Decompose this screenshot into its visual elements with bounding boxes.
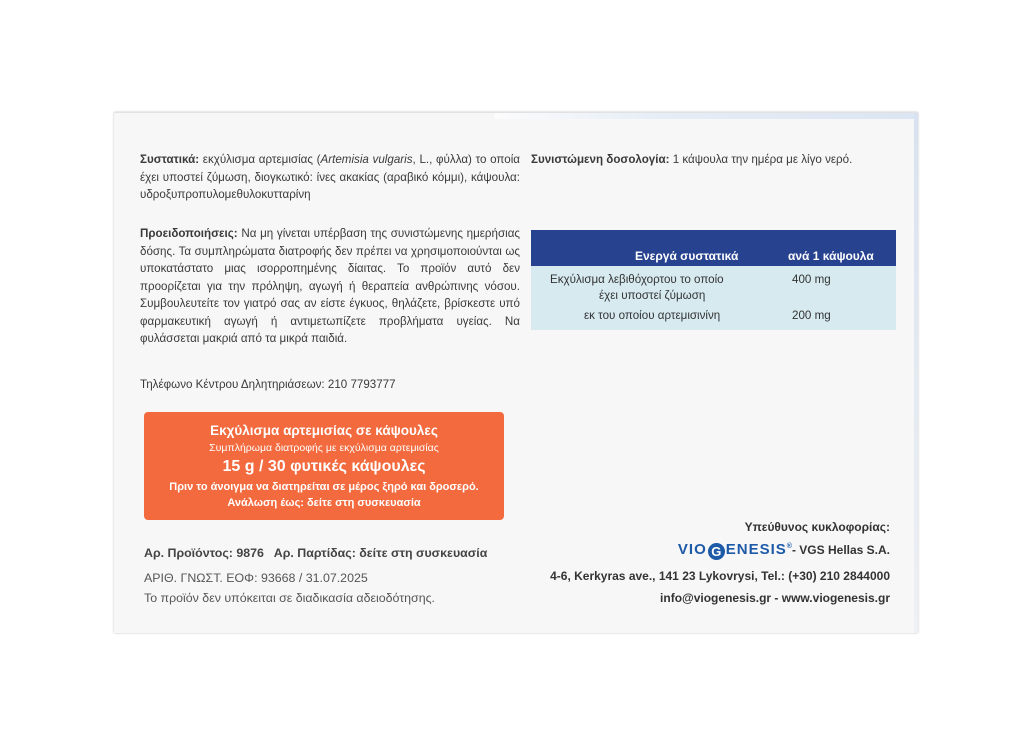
ingredients-text-post: , L., φύλλα) το οποία έχει υποστεί ζύμωση, διογκωτικό: ίνες ακακίας (αραβικό κόμμι), κάψουλα: υδροξυπροπυλομεθυλοκυτταρίνη: [140, 153, 520, 201]
poison-center-phone: Τηλέφωνο Κέντρου Δηλητηριάσεων: 210 7793777: [140, 378, 396, 391]
table-row-2-value: 200 mg: [792, 309, 831, 322]
logo-prefix: VIO: [677, 541, 707, 558]
company-name: VGS Hellas S.A.: [799, 543, 890, 557]
ingredients-label: Συστατικά:: [140, 153, 200, 166]
product-code: Αρ. Προϊόντος: 9876 Αρ. Παρτίδας: δείτε στη συσκευασία: [144, 546, 488, 560]
table-header: [531, 230, 896, 266]
ingredients-text-pre: εκχύλισμα αρτεμισίας (: [199, 153, 321, 166]
warnings-label: Προειδοποιήσεις:: [140, 227, 238, 240]
table-row-1-value: 400 mg: [792, 273, 831, 286]
product-quantity: 15 g / 30 φυτικές κάψουλες: [222, 458, 426, 475]
table-header-per-capsule: ανά 1 κάψουλα: [788, 249, 874, 263]
dosage-label: Συνιστώμενη δοσολογία:: [531, 153, 670, 166]
expiry-note: Ανάλωση έως: δείτε στη συσκευασία: [227, 497, 421, 509]
table-header-ingredient: Ενεργά συστατικά: [635, 249, 739, 263]
licence-note: Το προϊόν δεν υπόκειται σε διαδικασία αδειοδότησης.: [144, 591, 436, 605]
table-row-2-name: εκ του οποίου αρτεμισινίνη: [584, 309, 721, 322]
product-info-box: [144, 412, 504, 520]
table-row-1-name: Εκχύλισμα λεβιθόχορτου το οποίο: [550, 273, 724, 286]
table-body: [531, 266, 896, 330]
warnings-body: Να μη γίνεται υπέρβαση της συνιστώμενης ημερήσιας δόσης. Τα συμπληρώματα διατροφής δεν πρέπει να χρησιμοποιούνται ως υποκατάστατο μιας ισορροπημένης δίαιτας. Το προϊόν αυτό δεν προορίζεται για την πρόληψη, αγωγή ή θεραπεία ανθρώπινης νόσου. Συμβουλευτείτε τον γιατρό σας αν είστε έγκυος, θηλάζετε, βρίσκεστε υπό φαρμακευτική αγωγή ή αντιμετωπίζετε προβλήματα υγείας. Να φυλάσσεται μακριά από τα μικρά παιδιά.: [140, 227, 520, 345]
dosage-body: 1 κάψουλα την ημέρα με λίγο νερό.: [669, 153, 853, 166]
storage-instructions: Πριν το άνοιγμα να διατηρείται σε μέρος ξηρό και δροσερό.: [169, 481, 479, 493]
product-subtitle: Συμπλήρωμα διατροφής με εκχύλισμα αρτεμισίας: [209, 442, 439, 454]
active-ingredients-table: [531, 230, 896, 330]
product-title: Εκχύλισμα αρτεμισίας σε κάψουλες: [210, 423, 438, 438]
dosage-text: [531, 151, 901, 169]
logo-g-icon: G: [708, 543, 725, 560]
notification-number: ΑΡΙΘ. ΓΝΩΣΤ. ΕΟΦ: 93668 / 31.07.2025: [144, 571, 368, 585]
distributor-address: 4-6, Kerkyras ave., 141 23 Lykovrysi, Tel.: (+30) 210 2844000: [550, 569, 890, 583]
registered-mark: ®: [786, 543, 792, 550]
distributor-web: info@viogenesis.gr - www.viogenesis.gr: [660, 591, 890, 605]
distributor-label: Υπεύθυνος κυκλοφορίας:: [744, 520, 890, 534]
ingredients-text: [140, 151, 520, 204]
table-row-1-name-line2: έχει υποστεί ζύμωση: [599, 289, 706, 302]
ingredients-latin-name: Artemisia vulgaris: [320, 153, 413, 166]
logo-suffix: ENESIS: [725, 541, 787, 558]
warnings-text: [140, 225, 520, 348]
viogenesis-logo: [678, 541, 890, 560]
logo-dash: -: [791, 543, 800, 557]
